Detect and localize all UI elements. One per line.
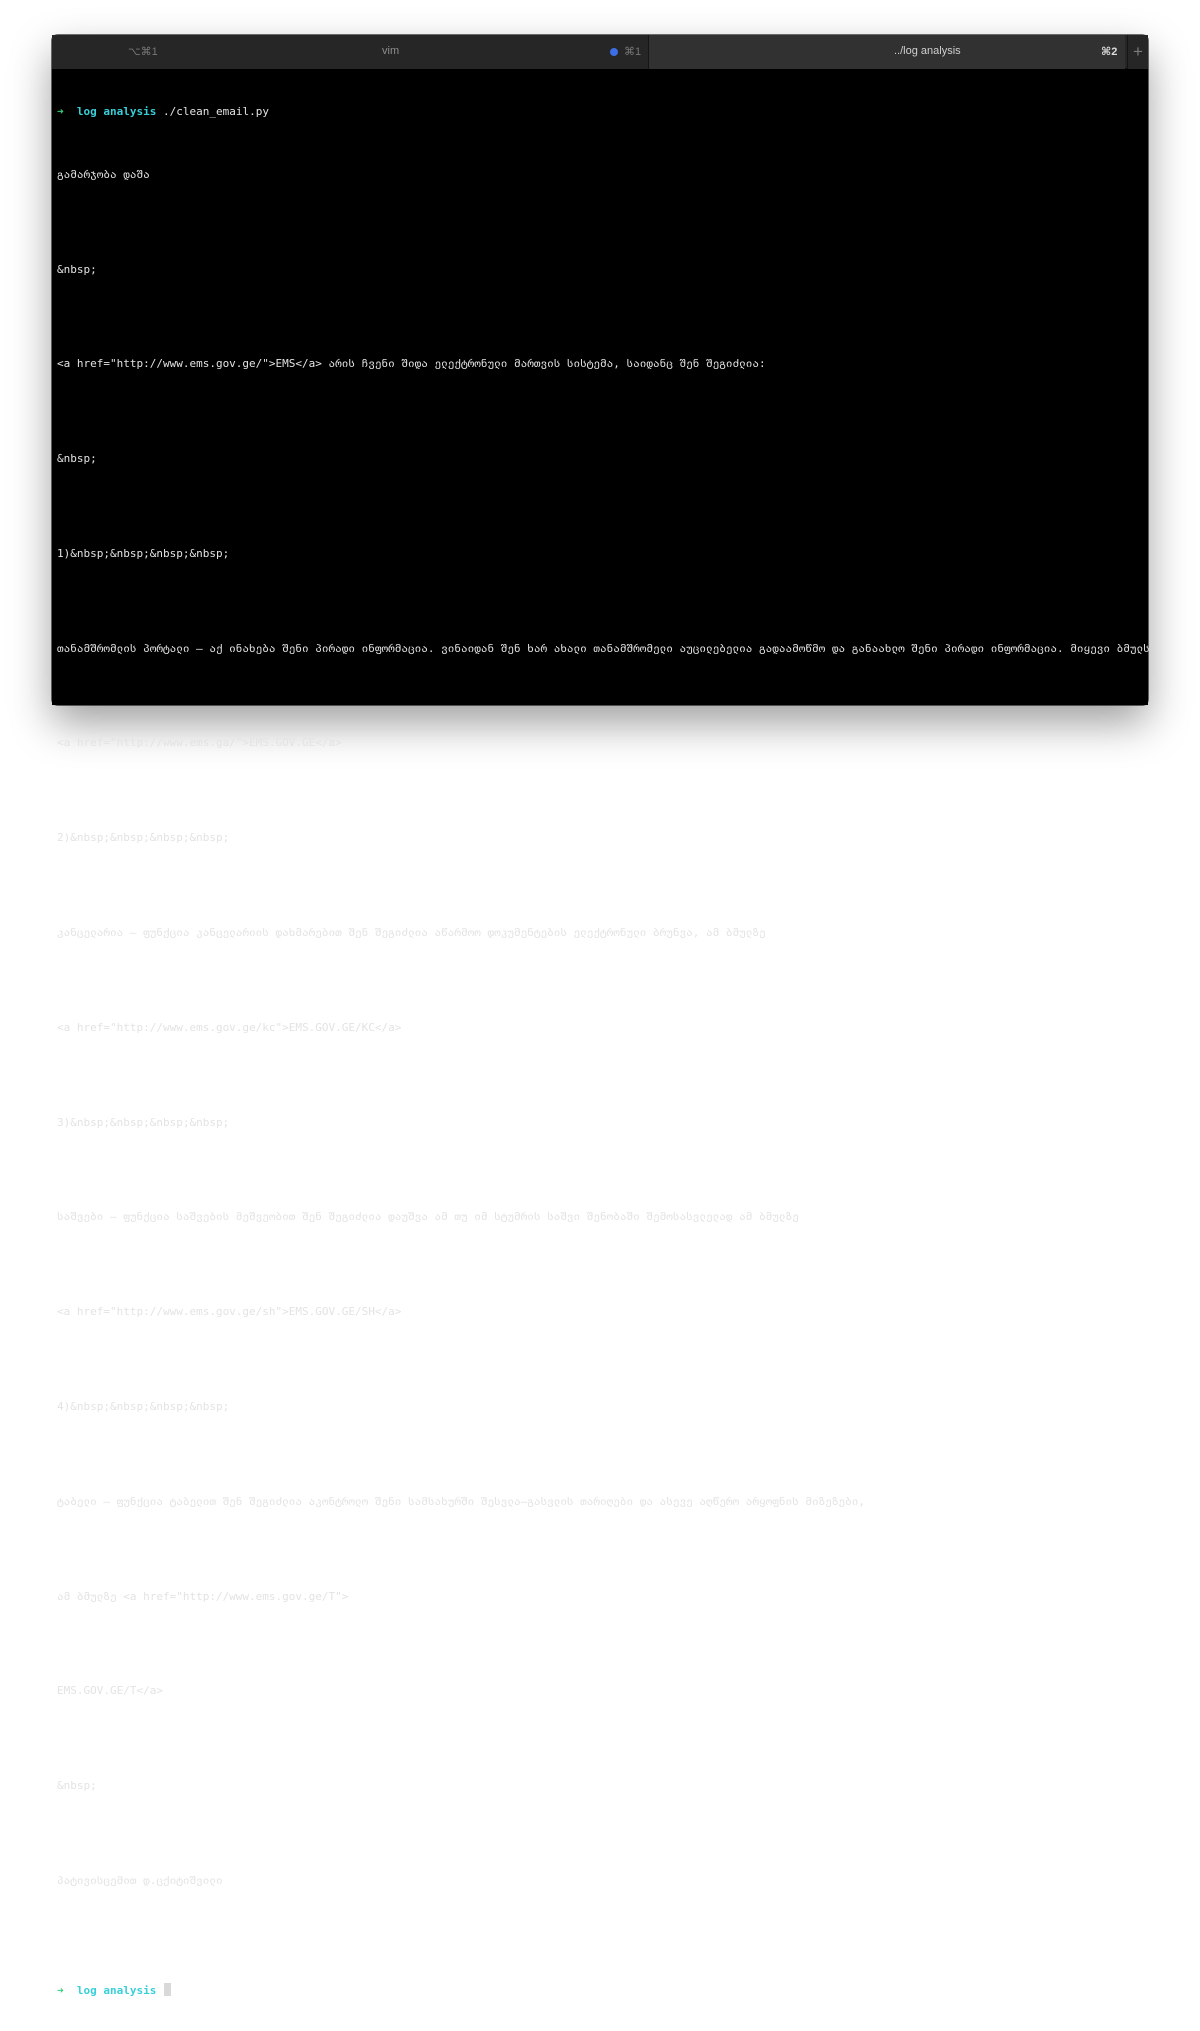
terminal-window	[52, 35, 1150, 1998]
output-line-2	[57, 214, 1148, 230]
output-line-19: <a href="http://www.ems.gov.ge/kc">EMS.GOV.GE/KC</a>	[57, 1020, 402, 1034]
tab-vim-window-shortcut: ⌥⌘1	[128, 46, 158, 58]
output-line-1: გამარჯობა დაშა	[57, 167, 150, 181]
prompt-arrow-icon: ➜	[57, 104, 64, 118]
prompt-directory: log analysis	[76, 104, 157, 118]
output-line-9: 1)&nbsp;&nbsp;&nbsp;&nbsp;	[57, 546, 230, 560]
tab-log-analysis[interactable]	[648, 35, 1125, 69]
text-cursor	[164, 1983, 171, 1996]
output-line-32	[57, 1636, 1148, 1652]
output-line-18	[57, 972, 1148, 988]
tab-log-analysis-shortcut: ⌘2	[1101, 46, 1118, 58]
output-line-7: &nbsp;	[57, 452, 97, 466]
output-line-35: &nbsp;	[57, 1779, 97, 1793]
output-line-14	[57, 783, 1148, 799]
output-line-30	[57, 1541, 1148, 1557]
activity-indicator-icon	[610, 48, 618, 56]
output-line-5: <a href="http://www.ems.gov.ge/">EMS</a> არის ჩვენი შიდა ელექტრონული მართვის სისტემა, საიდანც შენ შეგიძლია:	[57, 357, 766, 371]
output-line-33: EMS.GOV.GE/T</a>	[57, 1684, 163, 1698]
output-line-3: &nbsp;	[57, 262, 97, 276]
command-line	[57, 104, 1148, 120]
tab-log-analysis-label: ../log analysis	[894, 45, 961, 57]
active-prompt-line[interactable]	[57, 1983, 1148, 1999]
output-line-21: 3)&nbsp;&nbsp;&nbsp;&nbsp;	[57, 1115, 230, 1129]
output-line-13: <a href="http://www.ems.ga/">EMS.GOV.GE</a>	[57, 736, 342, 750]
tab-vim-shortcut: ⌘1	[624, 46, 642, 58]
output-line-6	[57, 404, 1148, 420]
output-line-11: თანამშრომლის პორტალი – აქ ინახება შენი პირადი ინფორმაცია. ვინაიდან შენ ხარ ახალი თანამშრომელი აუცილებელია გადაამოწმო და განაახლო შენი პირადი ინფორმაცია. მიყევი ბმულს	[57, 641, 1150, 655]
typed-command: ./clean_email.py	[162, 104, 269, 118]
output-line-4	[57, 309, 1148, 325]
output-line-26	[57, 1352, 1148, 1368]
tab-vim[interactable]	[52, 35, 648, 69]
output-line-10	[57, 593, 1148, 609]
output-line-16	[57, 878, 1148, 894]
output-line-24	[57, 1257, 1148, 1273]
tab-vim-label: vim	[382, 45, 400, 57]
terminal-output[interactable]	[52, 70, 1150, 1998]
output-line-36	[57, 1825, 1148, 1841]
output-line-34	[57, 1731, 1148, 1747]
output-line-28	[57, 1446, 1148, 1462]
output-line-15: 2)&nbsp;&nbsp;&nbsp;&nbsp;	[57, 831, 230, 845]
new-tab-button[interactable]: +	[1127, 35, 1148, 69]
output-line-20	[57, 1067, 1148, 1083]
active-prompt-directory: log analysis	[76, 1984, 157, 1998]
output-line-31: ამ ბმულზე <a href="http://www.ems.gov.ge/T">	[57, 1589, 349, 1603]
output-line-22	[57, 1162, 1148, 1178]
output-line-27: 4)&nbsp;&nbsp;&nbsp;&nbsp;	[57, 1399, 230, 1413]
output-line-38	[57, 1920, 1148, 1936]
title-bar	[52, 35, 1148, 69]
output-line-17: კანცელარია – ფუნქცია კანცელარიის დახმარებით შენ შეგიძლია აწარმოო დოკუმენტების ელექტრონული ბრუნვა, ამ ბმულზე	[57, 926, 766, 940]
output-line-12	[57, 688, 1148, 704]
output-line-23: საშვები – ფუნქცია საშვების მეშვეობით შენ შეგიძლია დაუშვა ამ თუ იმ სტუმრის საშვი შენობაში შემოსასვლელად ამ ბმულზე	[57, 1210, 799, 1224]
output-line-37: პატივისცემით დ.ცქიტიშვილი	[57, 1873, 223, 1887]
active-prompt-arrow-icon: ➜	[57, 1984, 64, 1998]
output-line-29: ტაბელი – ფუნქცია ტაბელით შენ შეგიძლია აკონტროლო შენი სამსახურში შესვლა–გასვლის თარიღები და ასევე აღწერო არყოფნის მიზეზები,	[57, 1494, 865, 1508]
output-line-25: <a href="http://www.ems.gov.ge/sh">EMS.GOV.GE/SH</a>	[57, 1305, 402, 1319]
output-line-8	[57, 499, 1148, 515]
